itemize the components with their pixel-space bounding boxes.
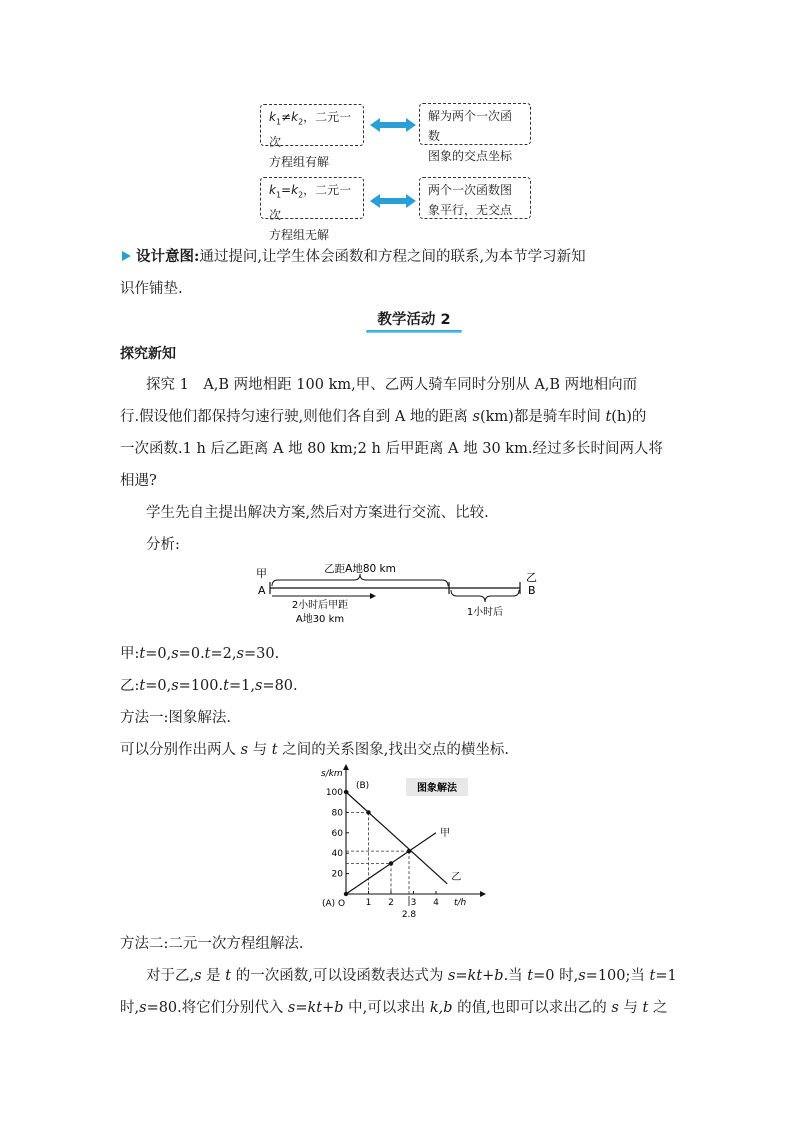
distance-diagram (250, 562, 550, 630)
explore-line4: 相遇? (120, 473, 157, 489)
b-point-label: (B) (356, 781, 370, 791)
graph-solution-chart (318, 764, 488, 924)
triangle-bullet-icon (120, 250, 132, 262)
section-heading: 探究新知 (120, 346, 176, 362)
data-point-1 (366, 810, 370, 814)
series-line-2 (346, 792, 447, 884)
x-tick-label: 2 (388, 898, 394, 908)
method1: 方法一:图象解法. (120, 710, 231, 726)
origin-label: (A) O (322, 899, 346, 909)
x-tick-label: 3 (410, 898, 417, 908)
design-intent-text1: 通过提问,让学生体会函数和方程之间的联系,为本节学习新知 (199, 249, 586, 265)
students-line: 学生先自主提出解决方案,然后对方案进行交流、比较. (146, 505, 489, 521)
activity-title-underline (366, 330, 462, 333)
label-b: B (528, 584, 536, 597)
data-point-2 (389, 861, 393, 865)
brace-bottom-label: 1小时后 (466, 607, 504, 618)
chart-title: 图象解法 (417, 783, 457, 794)
y-tick-label: 60 (331, 828, 343, 839)
y-axis-label: s/km (321, 769, 343, 779)
explore-line1: 探究 1 A,B 两地相距 100 km,甲、乙两人骑车同时分别从 A,B 两地相向而 (146, 377, 638, 393)
label-yi: 乙 (526, 571, 537, 584)
x-tick-label: 1 (365, 898, 372, 908)
series-label-jia: 甲 (440, 827, 450, 839)
condition-2-line1: $k_1=k_2$，二元一次 (269, 183, 352, 223)
analysis-label: 分析: (146, 537, 180, 553)
label-a: A (258, 584, 266, 597)
x-tick-label: 4 (433, 898, 439, 908)
yi-values: 乙:t=0,s=100.t=1,s=80. (120, 678, 298, 694)
result-2-line2: 象平行，无交点 (428, 203, 513, 217)
double-arrow-icon-2 (368, 193, 418, 209)
jia-values: 甲:t=0,s=0.t=2,s=30. (120, 646, 280, 662)
data-point-3 (407, 849, 411, 853)
brace-top-label: 乙距A地80 km (324, 563, 396, 575)
brace-bottom (451, 590, 519, 602)
double-arrow-icon-1 (368, 117, 418, 133)
label-jia: 甲 (256, 567, 267, 580)
condition-1-line2: 方程组有解 (269, 155, 330, 170)
result-2-line1: 两个一次函数图 (428, 183, 513, 197)
condition-box-1 (260, 104, 364, 170)
series-label-yi: 乙 (451, 871, 462, 883)
condition-1-line1: $k_1\ne k_2$，二元一次 (269, 110, 352, 150)
method2: 方法二:二元一次方程组解法. (120, 936, 304, 952)
y-tick-label: 100 (325, 788, 343, 798)
design-intent-line1 (120, 245, 680, 269)
design-intent-line2: 识作铺垫. (120, 281, 183, 297)
arrow-label-2: A地30 km (295, 614, 345, 625)
result-box-1 (419, 103, 531, 163)
result-1-line2: 图象的交点坐标 (428, 149, 513, 163)
y-tick-label: 40 (331, 849, 343, 860)
y-tick-label: 20 (331, 869, 343, 880)
result-1-line1: 解为两个一次函数 (428, 109, 513, 143)
intersection-label: 2.8 (401, 910, 417, 920)
x-axis-arrow (480, 891, 486, 897)
arrow-2h-head (370, 593, 376, 599)
point-a (344, 892, 348, 896)
result-box-2 (419, 177, 531, 219)
y-tick-label: 80 (331, 808, 343, 819)
method2-line1: 对于乙,s 是 t 的一次函数,可以设函数表达式为 s=kt+b.当 t=0 时,s=100;当 t=1 (146, 968, 677, 984)
brace-top (272, 574, 448, 586)
method1-desc: 可以分别作出两人 s 与 t 之间的关系图象,找出交点的横坐标. (120, 742, 509, 758)
arrow-label-1: 2小时后甲距 (291, 600, 349, 611)
y-axis-arrow (343, 764, 349, 770)
point-b (344, 790, 348, 794)
activity-title: 教学活动 2 (377, 312, 451, 328)
x-axis-label: t/h (454, 898, 467, 908)
explore-line3: 一次函数.1 h 后乙距离 A 地 80 km;2 h 后甲距离 A 地 30 km.经过多长时间两人将 (120, 441, 663, 457)
explore-line2: 行.假设他们都保持匀速行驶,则他们各自到 A 地的距离 s(km)都是骑车时间 t(h)的 (120, 409, 647, 425)
method2-line2: 时,s=80.将它们分别代入 s=kt+b 中,可以求出 k,b 的值,也即可以求出乙的 s 与 t 之 (120, 1000, 668, 1016)
design-intent-label: 设计意图: (136, 248, 200, 265)
condition-box-2 (260, 177, 364, 243)
condition-2-line2: 方程组无解 (269, 228, 330, 243)
